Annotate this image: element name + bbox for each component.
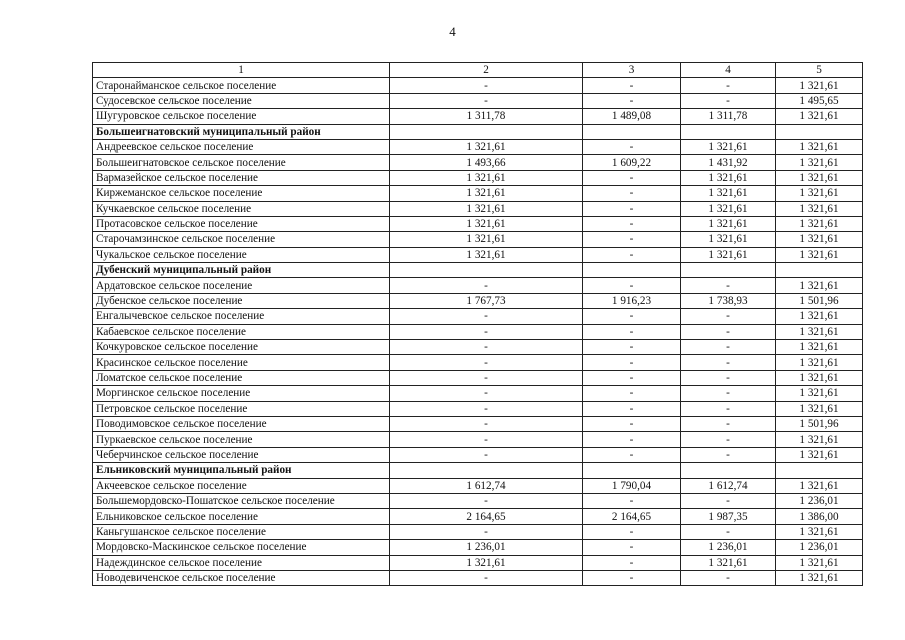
page-number: 4 — [449, 24, 456, 39]
value-cell-col2: 1 321,61 — [390, 555, 583, 570]
table-row — [93, 432, 863, 447]
value-cell-col3: - — [583, 370, 681, 385]
settlement-name-cell: Киржеманское сельское поселение — [93, 186, 390, 201]
settlement-name-cell: Петровское сельское поселение — [93, 401, 390, 416]
table-row — [93, 386, 863, 401]
value-cell-col4: - — [681, 447, 776, 462]
value-cell-col2: - — [390, 78, 583, 93]
table-row — [93, 524, 863, 539]
value-cell-col4: 1 321,61 — [681, 186, 776, 201]
settlement-name-cell: Кабаевское сельское поселение — [93, 324, 390, 339]
settlement-name-cell: Чеберчинское сельское поселение — [93, 447, 390, 462]
settlement-name-cell: Новодевиченское сельское поселение — [93, 570, 390, 585]
value-cell-col5: 1 495,65 — [776, 93, 863, 108]
value-cell-col3 — [583, 124, 681, 139]
value-cell-col3 — [583, 463, 681, 478]
value-cell-col2: - — [390, 278, 583, 293]
table-row — [93, 555, 863, 570]
value-cell-col4: - — [681, 324, 776, 339]
value-cell-col5 — [776, 263, 863, 278]
value-cell-col2: 1 236,01 — [390, 540, 583, 555]
value-cell-col4: 1 236,01 — [681, 540, 776, 555]
table-body — [93, 78, 863, 586]
settlement-name-cell: Кочкуровское сельское поселение — [93, 340, 390, 355]
value-cell-col3: - — [583, 139, 681, 154]
value-cell-col5: 1 321,61 — [776, 570, 863, 585]
value-cell-col4: - — [681, 432, 776, 447]
value-cell-col4: 1 321,61 — [681, 170, 776, 185]
value-cell-col3: - — [583, 386, 681, 401]
value-cell-col2: - — [390, 432, 583, 447]
value-cell-col2: - — [390, 447, 583, 462]
value-cell-col2: - — [390, 570, 583, 585]
settlement-name-cell: Поводимовское сельское поселение — [93, 416, 390, 431]
value-cell-col5: 1 321,61 — [776, 155, 863, 170]
value-cell-col3: - — [583, 570, 681, 585]
value-cell-col5: 1 236,01 — [776, 493, 863, 508]
value-cell-col5: 1 321,61 — [776, 432, 863, 447]
value-cell-col5: 1 321,61 — [776, 309, 863, 324]
column-header-2: 2 — [390, 63, 583, 78]
settlement-name-cell: Дубенское сельское поселение — [93, 293, 390, 308]
value-cell-col5: 1 321,61 — [776, 170, 863, 185]
column-header-3: 3 — [583, 63, 681, 78]
value-cell-col5: 1 321,61 — [776, 109, 863, 124]
value-cell-col3: - — [583, 309, 681, 324]
value-cell-col4: 1 321,61 — [681, 555, 776, 570]
table-row — [93, 247, 863, 262]
value-cell-col4: 1 612,74 — [681, 478, 776, 493]
value-cell-col2: 1 321,61 — [390, 170, 583, 185]
value-cell-col4: - — [681, 309, 776, 324]
value-cell-col4: - — [681, 355, 776, 370]
table-row — [93, 78, 863, 93]
table-row — [93, 401, 863, 416]
value-cell-col5: 1 321,61 — [776, 524, 863, 539]
value-cell-col2: - — [390, 93, 583, 108]
value-cell-col5: 1 321,61 — [776, 139, 863, 154]
value-cell-col3: - — [583, 447, 681, 462]
table-row — [93, 155, 863, 170]
value-cell-col2: 1 321,61 — [390, 201, 583, 216]
value-cell-col3: - — [583, 524, 681, 539]
value-cell-col3: - — [583, 201, 681, 216]
value-cell-col2: - — [390, 309, 583, 324]
value-cell-col3: - — [583, 324, 681, 339]
settlement-name-cell: Пуркаевское сельское поселение — [93, 432, 390, 447]
settlement-name-cell: Ельниковское сельское поселение — [93, 509, 390, 524]
settlement-name-cell: Енгалычевское сельское поселение — [93, 309, 390, 324]
value-cell-col3: 1 609,22 — [583, 155, 681, 170]
value-cell-col2: 1 321,61 — [390, 186, 583, 201]
value-cell-col4: 1 321,61 — [681, 247, 776, 262]
settlement-name-cell: Чукальское сельское поселение — [93, 247, 390, 262]
value-cell-col2: 1 321,61 — [390, 139, 583, 154]
value-cell-col2: - — [390, 416, 583, 431]
settlement-name-cell: Шугуровское сельское поселение — [93, 109, 390, 124]
value-cell-col5: 1 321,61 — [776, 278, 863, 293]
value-cell-col4 — [681, 463, 776, 478]
value-cell-col2: - — [390, 355, 583, 370]
value-cell-col3: 1 489,08 — [583, 109, 681, 124]
value-cell-col2: - — [390, 524, 583, 539]
value-cell-col4: 1 987,35 — [681, 509, 776, 524]
table-row — [93, 447, 863, 462]
district-name-cell: Дубенский муниципальный район — [93, 263, 390, 278]
table-row — [93, 93, 863, 108]
table-row — [93, 370, 863, 385]
table-row — [93, 216, 863, 231]
district-header-row — [93, 124, 863, 139]
settlement-name-cell: Надеждинское сельское поселение — [93, 555, 390, 570]
value-cell-col3: - — [583, 355, 681, 370]
value-cell-col3: - — [583, 93, 681, 108]
settlement-name-cell: Судосевское сельское поселение — [93, 93, 390, 108]
value-cell-col5: 1 321,61 — [776, 324, 863, 339]
value-cell-col3: - — [583, 432, 681, 447]
value-cell-col4: 1 311,78 — [681, 109, 776, 124]
value-cell-col4: 1 321,61 — [681, 139, 776, 154]
settlement-name-cell: Большемордовско-Пошатское сельское поселение — [93, 493, 390, 508]
value-cell-col2 — [390, 263, 583, 278]
value-cell-col2: - — [390, 370, 583, 385]
column-header-5: 5 — [776, 63, 863, 78]
header-row — [93, 63, 863, 78]
value-cell-col4: - — [681, 278, 776, 293]
value-cell-col2: - — [390, 493, 583, 508]
value-cell-col3: - — [583, 78, 681, 93]
value-cell-col5: 1 321,61 — [776, 340, 863, 355]
value-cell-col5: 1 501,96 — [776, 416, 863, 431]
settlement-name-cell: Старочамзинское сельское поселение — [93, 232, 390, 247]
value-cell-col4: 1 321,61 — [681, 201, 776, 216]
district-header-row — [93, 463, 863, 478]
value-cell-col4: 1 321,61 — [681, 216, 776, 231]
settlement-name-cell: Протасовское сельское поселение — [93, 216, 390, 231]
table-header — [93, 63, 863, 78]
table-row — [93, 139, 863, 154]
value-cell-col3: - — [583, 555, 681, 570]
settlement-name-cell: Каньгушанское сельское поселение — [93, 524, 390, 539]
table-row — [93, 309, 863, 324]
table-row — [93, 293, 863, 308]
column-header-4: 4 — [681, 63, 776, 78]
settlement-name-cell: Вармазейское сельское поселение — [93, 170, 390, 185]
value-cell-col3: 1 790,04 — [583, 478, 681, 493]
value-cell-col5: 1 321,61 — [776, 386, 863, 401]
value-cell-col4: - — [681, 78, 776, 93]
table-row — [93, 509, 863, 524]
table-row — [93, 186, 863, 201]
table-row — [93, 355, 863, 370]
value-cell-col3: - — [583, 540, 681, 555]
settlement-name-cell: Ломатское сельское поселение — [93, 370, 390, 385]
value-cell-col2: - — [390, 324, 583, 339]
value-cell-col4: - — [681, 93, 776, 108]
value-cell-col4: 1 738,93 — [681, 293, 776, 308]
value-cell-col5: 1 321,61 — [776, 216, 863, 231]
value-cell-col5: 1 386,00 — [776, 509, 863, 524]
table-row — [93, 570, 863, 585]
settlement-name-cell: Акчеевское сельское поселение — [93, 478, 390, 493]
value-cell-col4: 1 321,61 — [681, 232, 776, 247]
value-cell-col4: 1 431,92 — [681, 155, 776, 170]
district-header-row — [93, 263, 863, 278]
value-cell-col4: - — [681, 401, 776, 416]
value-cell-col2: - — [390, 401, 583, 416]
table-row — [93, 340, 863, 355]
value-cell-col4 — [681, 263, 776, 278]
value-cell-col5: 1 501,96 — [776, 293, 863, 308]
value-cell-col4: - — [681, 386, 776, 401]
value-cell-col2: 1 493,66 — [390, 155, 583, 170]
value-cell-col3: - — [583, 247, 681, 262]
table-row — [93, 324, 863, 339]
value-cell-col5: 1 321,61 — [776, 478, 863, 493]
value-cell-col2 — [390, 124, 583, 139]
settlement-name-cell: Моргинское сельское поселение — [93, 386, 390, 401]
value-cell-col5: 1 321,61 — [776, 201, 863, 216]
table-row — [93, 478, 863, 493]
table-row — [93, 109, 863, 124]
value-cell-col3: - — [583, 401, 681, 416]
settlement-name-cell: Старонайманское сельское поселение — [93, 78, 390, 93]
district-name-cell: Большеигнатовский муниципальный район — [93, 124, 390, 139]
value-cell-col4: - — [681, 340, 776, 355]
value-cell-col5: 1 321,61 — [776, 186, 863, 201]
value-cell-col3 — [583, 263, 681, 278]
value-cell-col3: - — [583, 416, 681, 431]
value-cell-col2 — [390, 463, 583, 478]
value-cell-col5: 1 321,61 — [776, 78, 863, 93]
settlement-name-cell: Ардатовское сельское поселение — [93, 278, 390, 293]
column-header-1: 1 — [93, 63, 390, 78]
value-cell-col5 — [776, 463, 863, 478]
value-cell-col3: - — [583, 278, 681, 293]
value-cell-col5: 1 321,61 — [776, 555, 863, 570]
value-cell-col2: 2 164,65 — [390, 509, 583, 524]
tariff-table — [92, 62, 863, 586]
value-cell-col5: 1 321,61 — [776, 247, 863, 262]
value-cell-col3: - — [583, 232, 681, 247]
value-cell-col3: - — [583, 216, 681, 231]
value-cell-col2: - — [390, 386, 583, 401]
value-cell-col4: - — [681, 416, 776, 431]
value-cell-col3: 1 916,23 — [583, 293, 681, 308]
value-cell-col3: - — [583, 186, 681, 201]
value-cell-col4: - — [681, 493, 776, 508]
table-row — [93, 540, 863, 555]
value-cell-col4: - — [681, 570, 776, 585]
settlement-name-cell: Красинское сельское поселение — [93, 355, 390, 370]
value-cell-col2: 1 321,61 — [390, 216, 583, 231]
value-cell-col5: 1 236,01 — [776, 540, 863, 555]
value-cell-col2: 1 321,61 — [390, 247, 583, 262]
table-row — [93, 170, 863, 185]
value-cell-col2: 1 612,74 — [390, 478, 583, 493]
settlement-name-cell: Мордовско-Маскинское сельское поселение — [93, 540, 390, 555]
table-row — [93, 201, 863, 216]
value-cell-col5: 1 321,61 — [776, 370, 863, 385]
value-cell-col3: - — [583, 493, 681, 508]
table-row — [93, 416, 863, 431]
value-cell-col3: - — [583, 340, 681, 355]
settlement-name-cell: Кучкаевское сельское поселение — [93, 201, 390, 216]
value-cell-col5: 1 321,61 — [776, 355, 863, 370]
value-cell-col4 — [681, 124, 776, 139]
settlement-name-cell: Андреевское сельское поселение — [93, 139, 390, 154]
table-row — [93, 493, 863, 508]
value-cell-col5 — [776, 124, 863, 139]
table-row — [93, 278, 863, 293]
district-name-cell: Ельниковский муниципальный район — [93, 463, 390, 478]
value-cell-col2: 1 767,73 — [390, 293, 583, 308]
value-cell-col2: 1 321,61 — [390, 232, 583, 247]
value-cell-col5: 1 321,61 — [776, 401, 863, 416]
value-cell-col3: 2 164,65 — [583, 509, 681, 524]
settlement-name-cell: Большеигнатовское сельское поселение — [93, 155, 390, 170]
value-cell-col5: 1 321,61 — [776, 447, 863, 462]
value-cell-col4: - — [681, 524, 776, 539]
value-cell-col4: - — [681, 370, 776, 385]
value-cell-col2: 1 311,78 — [390, 109, 583, 124]
value-cell-col3: - — [583, 170, 681, 185]
value-cell-col2: - — [390, 340, 583, 355]
value-cell-col5: 1 321,61 — [776, 232, 863, 247]
table-row — [93, 232, 863, 247]
